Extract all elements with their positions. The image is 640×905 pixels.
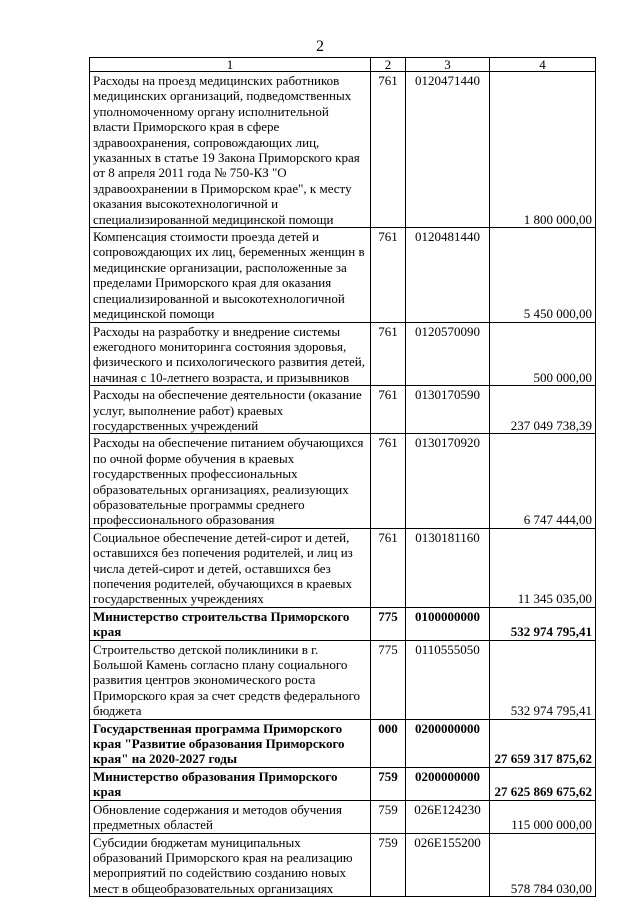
table-row bbox=[90, 640, 596, 719]
row-name: Расходы на проезд медицинских работников медицинских организаций, подведомственных уполномоченному органу исполнительной власти Приморского края в сфере здравоохранения, сопровождающих лиц, указанных в статье 19 Закона Приморского края от 8 апреля 2011 года № 750-КЗ "О здравоохранении в Приморском крае", к месту оказания высокотехнологичной и специализированной медицинской помощи bbox=[90, 72, 371, 228]
budget-table bbox=[89, 57, 596, 897]
row-csr: 0120471440 bbox=[406, 72, 490, 228]
row-name: Расходы на обеспечение деятельности (оказание услуг, выполнение работ) краевых государственных учреждений bbox=[90, 386, 371, 434]
table-row bbox=[90, 528, 596, 607]
table-row bbox=[90, 767, 596, 800]
row-code: 761 bbox=[371, 434, 406, 528]
row-csr: 0100000000 bbox=[406, 607, 490, 640]
row-csr: 0130170920 bbox=[406, 434, 490, 528]
row-amount: 237 049 738,39 bbox=[490, 386, 596, 434]
row-code: 761 bbox=[371, 322, 406, 386]
table-row bbox=[90, 719, 596, 767]
column-header: 4 bbox=[490, 58, 596, 72]
row-code: 775 bbox=[371, 640, 406, 719]
row-amount: 115 000 000,00 bbox=[490, 800, 596, 833]
row-name: Субсидии бюджетам муниципальных образований Приморского края на реализацию мероприятий по содействию созданию новых мест в общеобразовательных организациях bbox=[90, 833, 371, 897]
row-code: 761 bbox=[371, 386, 406, 434]
row-amount: 27 659 317 875,62 bbox=[490, 719, 596, 767]
row-name: Расходы на обеспечение питанием обучающихся по очной форме обучения в краевых государственных профессиональных образовательных организациях, реализующих образовательные программы среднего профессионального образования bbox=[90, 434, 371, 528]
row-amount: 532 974 795,41 bbox=[490, 640, 596, 719]
row-name: Социальное обеспечение детей-сирот и детей, оставшихся без попечения родителей, и лиц из числа детей-сирот и детей, оставшихся без попечения родителей, обучающихся в краевых государственных учреждениях bbox=[90, 528, 371, 607]
row-csr: 0110555050 bbox=[406, 640, 490, 719]
column-number-row bbox=[90, 58, 596, 72]
table-row bbox=[90, 607, 596, 640]
row-code: 761 bbox=[371, 72, 406, 228]
row-code: 759 bbox=[371, 833, 406, 897]
row-code: 759 bbox=[371, 800, 406, 833]
row-code: 761 bbox=[371, 228, 406, 322]
row-csr: 0130181160 bbox=[406, 528, 490, 607]
table-row bbox=[90, 833, 596, 897]
row-name: Компенсация стоимости проезда детей и сопровождающих их лиц, беременных женщин в медицинские организации, расположенные за пределами Приморского края для оказания специализированной и высокотехнологичной медицинской помощи bbox=[90, 228, 371, 322]
row-amount: 500 000,00 bbox=[490, 322, 596, 386]
row-name: Обновление содержания и методов обучения предметных областей bbox=[90, 800, 371, 833]
row-name: Министерство образования Приморского края bbox=[90, 767, 371, 800]
table-row bbox=[90, 386, 596, 434]
row-csr: 0200000000 bbox=[406, 767, 490, 800]
page-number: 2 bbox=[316, 38, 324, 55]
table-row bbox=[90, 434, 596, 528]
row-amount: 11 345 035,00 bbox=[490, 528, 596, 607]
column-header: 3 bbox=[406, 58, 490, 72]
row-csr: 0200000000 bbox=[406, 719, 490, 767]
row-code: 761 bbox=[371, 528, 406, 607]
row-code: 000 bbox=[371, 719, 406, 767]
row-name: Расходы на разработку и внедрение системы ежегодного мониторинга состояния здоровья, физического и психологического развития детей, начиная с 10-летнего возраста, и призывников bbox=[90, 322, 371, 386]
row-csr: 0120481440 bbox=[406, 228, 490, 322]
row-amount: 6 747 444,00 bbox=[490, 434, 596, 528]
row-amount: 5 450 000,00 bbox=[490, 228, 596, 322]
column-header: 2 bbox=[371, 58, 406, 72]
table-row bbox=[90, 800, 596, 833]
row-amount: 578 784 030,00 bbox=[490, 833, 596, 897]
row-name: Государственная программа Приморского края "Развитие образования Приморского края" на 2020-2027 годы bbox=[90, 719, 371, 767]
table-row bbox=[90, 322, 596, 386]
row-code: 775 bbox=[371, 607, 406, 640]
row-csr: 0120570090 bbox=[406, 322, 490, 386]
table-row bbox=[90, 228, 596, 322]
table-row bbox=[90, 72, 596, 228]
row-name: Министерство строительства Приморского края bbox=[90, 607, 371, 640]
column-header: 1 bbox=[90, 58, 371, 72]
row-amount: 532 974 795,41 bbox=[490, 607, 596, 640]
row-amount: 27 625 869 675,62 bbox=[490, 767, 596, 800]
row-csr: 0130170590 bbox=[406, 386, 490, 434]
row-name: Строительство детской поликлиники в г. Большой Камень согласно плану социального развития центров экономического роста Приморского края за счет средств федерального бюджета bbox=[90, 640, 371, 719]
row-amount: 1 800 000,00 bbox=[490, 72, 596, 228]
row-csr: 026E155200 bbox=[406, 833, 490, 897]
row-csr: 026E124230 bbox=[406, 800, 490, 833]
row-code: 759 bbox=[371, 767, 406, 800]
